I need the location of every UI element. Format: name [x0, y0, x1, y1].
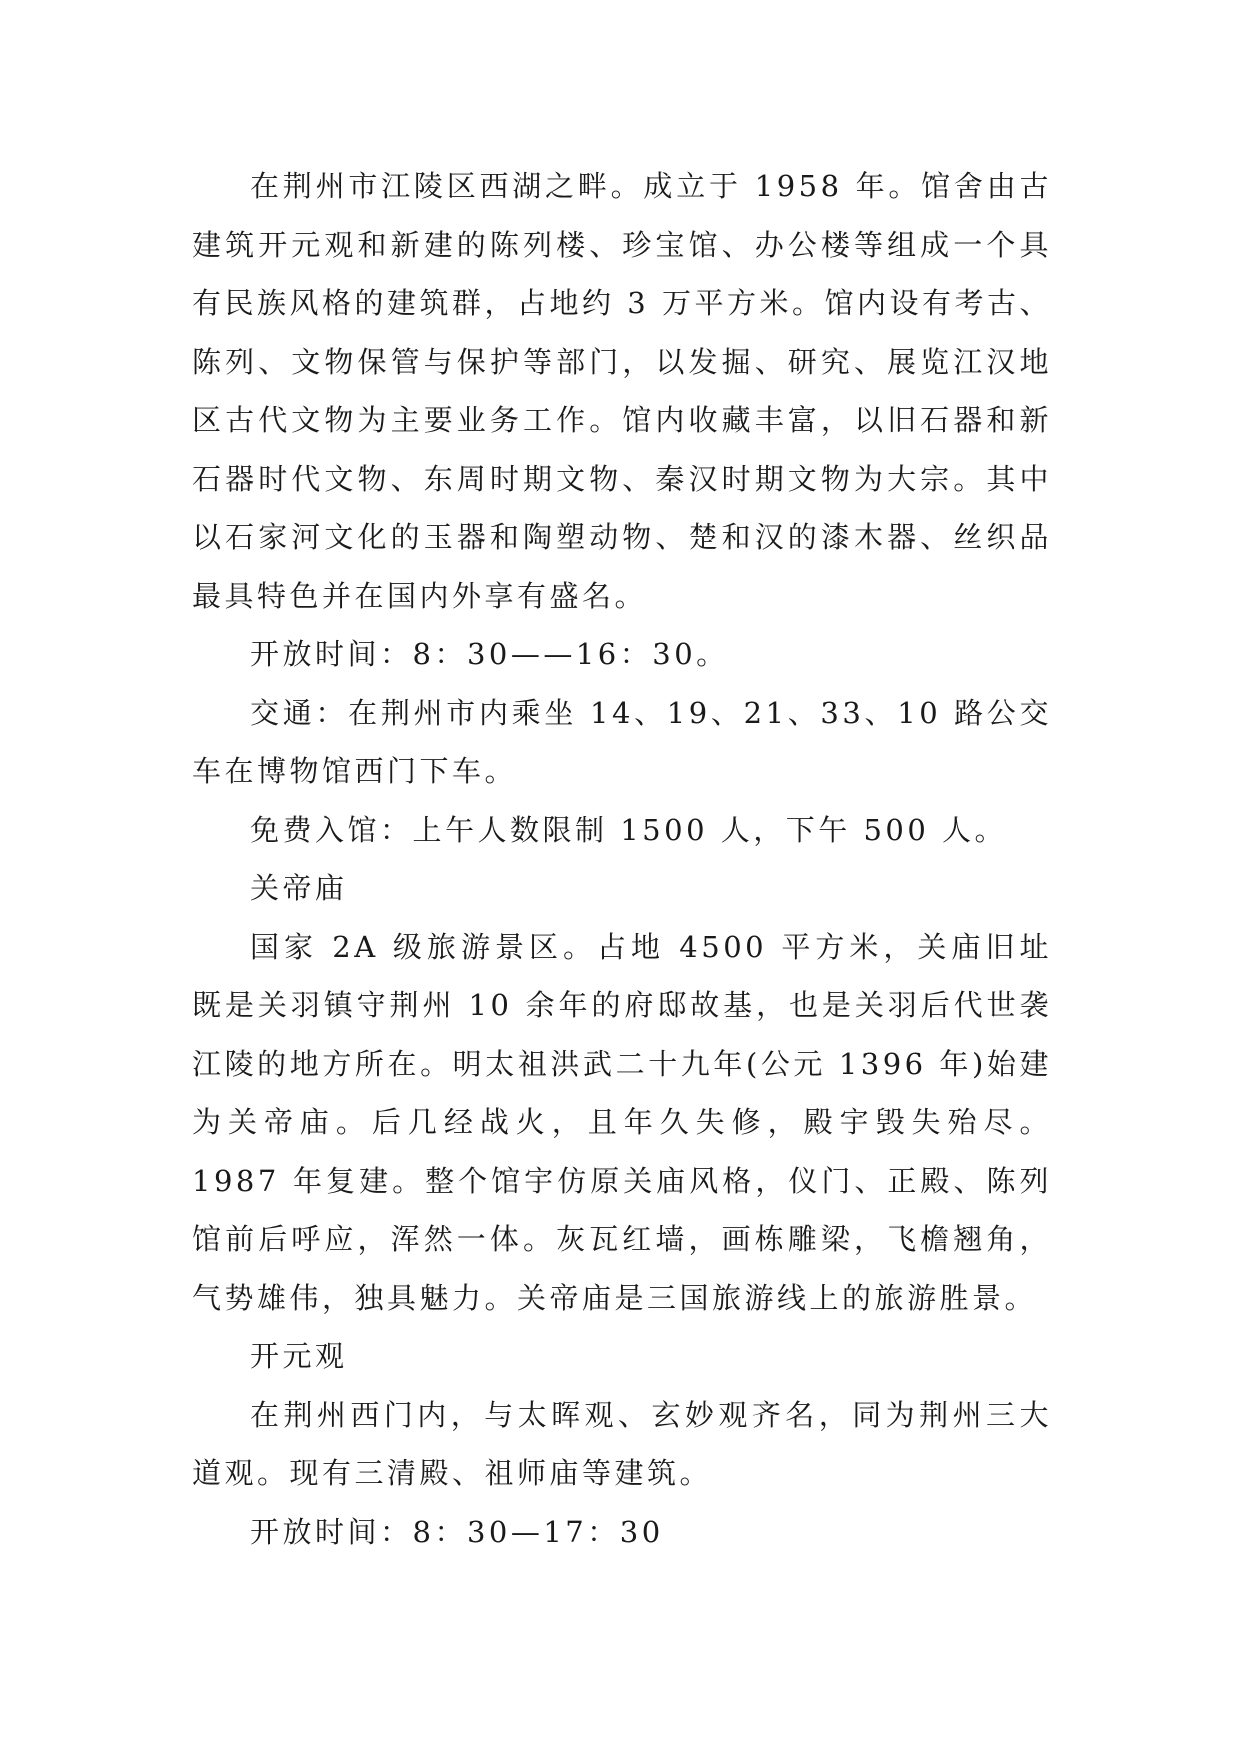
museum-admission-info: 免费入馆：上午人数限制 1500 人，下午 500 人。: [250, 812, 1008, 847]
document-body: [192, 157, 1052, 1561]
museum-description-paragraph: 在荆州市江陵区西湖之畔。成立于 1958 年。馆舍由古建筑开元观和新建的陈列楼、珍宝馆、办公楼等组成一个具有民族风格的建筑群，占地约 3 万平方米。馆内设有考古、陈列、文物保管与保护等部门，以发掘、研究、展览江汉地区古代文物为主要业务工作。馆内收藏丰富，以旧石器和新石器时代文物、东周时期文物、秦汉时期文物为大宗。其中以石家河文化的玉器和陶塑动物、楚和汉的漆木器、丝织品最具特色并在国内外享有盛名。: [192, 169, 1052, 613]
kaiyuan-temple-heading: 开元观: [250, 1339, 348, 1373]
museum-transport-info: 交通：在荆州市内乘坐 14、19、21、33、10 路公交车在博物馆西门下车。: [192, 695, 1052, 788]
guandi-temple-description: 国家 2A 级旅游景区。占地 4500 平方米，关庙旧址既是关羽镇守荆州 10 余年的府邸故基，也是关羽后代世袭江陵的地方所在。明太祖洪武二十九年(公元 1396 年)始建为关帝庙。后几经战火，且年久失修，殿宇毁失殆尽。1987 年复建。整个馆宇仿原关庙风格，仪门、正殿、陈列馆前后呼应，浑然一体。灰瓦红墙，画栋雕梁，飞檐翘角，气势雄伟，独具魅力。关帝庙是三国旅游线上的旅游胜景。: [192, 929, 1052, 1315]
kaiyuan-temple-description: 在荆州西门内，与太晖观、玄妙观齐名，同为荆州三大道观。现有三清殿、祖师庙等建筑。: [192, 1397, 1052, 1490]
guandi-temple-heading: 关帝庙: [250, 871, 348, 905]
kaiyuan-opening-hours: 开放时间：8：30—17：30: [250, 1514, 664, 1549]
museum-opening-hours: 开放时间：8：30——16：30。: [250, 637, 729, 671]
